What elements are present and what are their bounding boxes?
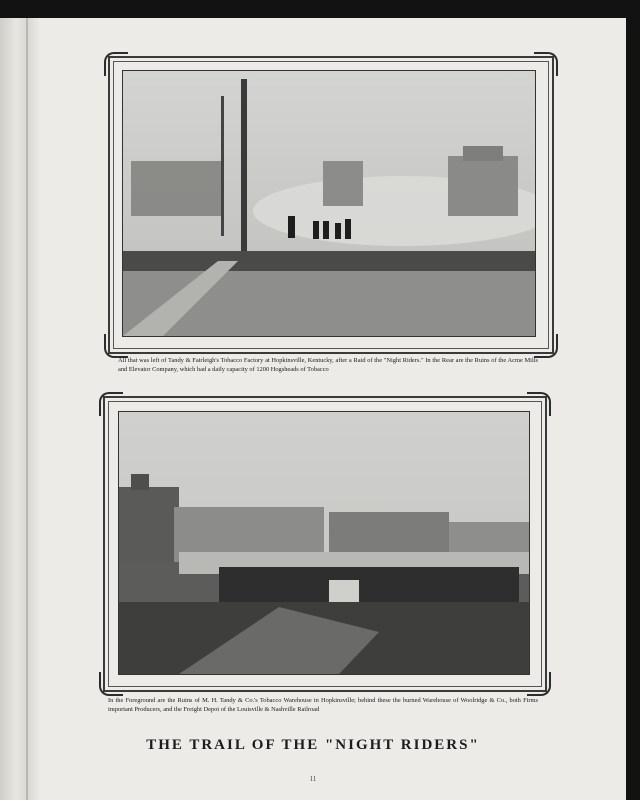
frame-ornament <box>534 52 558 76</box>
page-headline: THE TRAIL OF THE "NIGHT RIDERS" <box>146 737 480 753</box>
frame-ornament <box>534 334 558 358</box>
warehouse-ruins-photo <box>118 411 530 675</box>
frame-ornament <box>99 672 123 696</box>
page-number: 11 <box>309 775 317 783</box>
frame-ornament <box>527 672 551 696</box>
photo1-caption: All that was left of Tandy & Fairleigh's Tobacco Factory at Hopkinsville, Kentucky, after a Raid of the "Night Riders." In the Rear are the Ruins of the Acme Mills and Elevator Company, which had a daily capacity of 1200 Hogsheads of Tobacco <box>118 357 538 373</box>
frame-ornament <box>527 392 551 416</box>
page-gutter <box>0 18 40 800</box>
frame-ornament <box>104 334 128 358</box>
photo-frame-top <box>108 56 554 354</box>
binding-line <box>26 18 28 800</box>
warehouse-ruins-image <box>119 412 529 674</box>
photo-frame-bottom <box>103 396 547 692</box>
factory-ruins-photo <box>122 70 536 337</box>
factory-ruins-image <box>123 71 535 336</box>
photo2-caption: In the Foreground are the Ruins of M. H. Tandy & Co.'s Tobacco Warehouse in Hopkinsville; behind these the burned Warehouse of Woolridge & Co., both Firms important Producers, and the Freight Depot of the Louisville & Nashville Railroad <box>108 697 538 713</box>
